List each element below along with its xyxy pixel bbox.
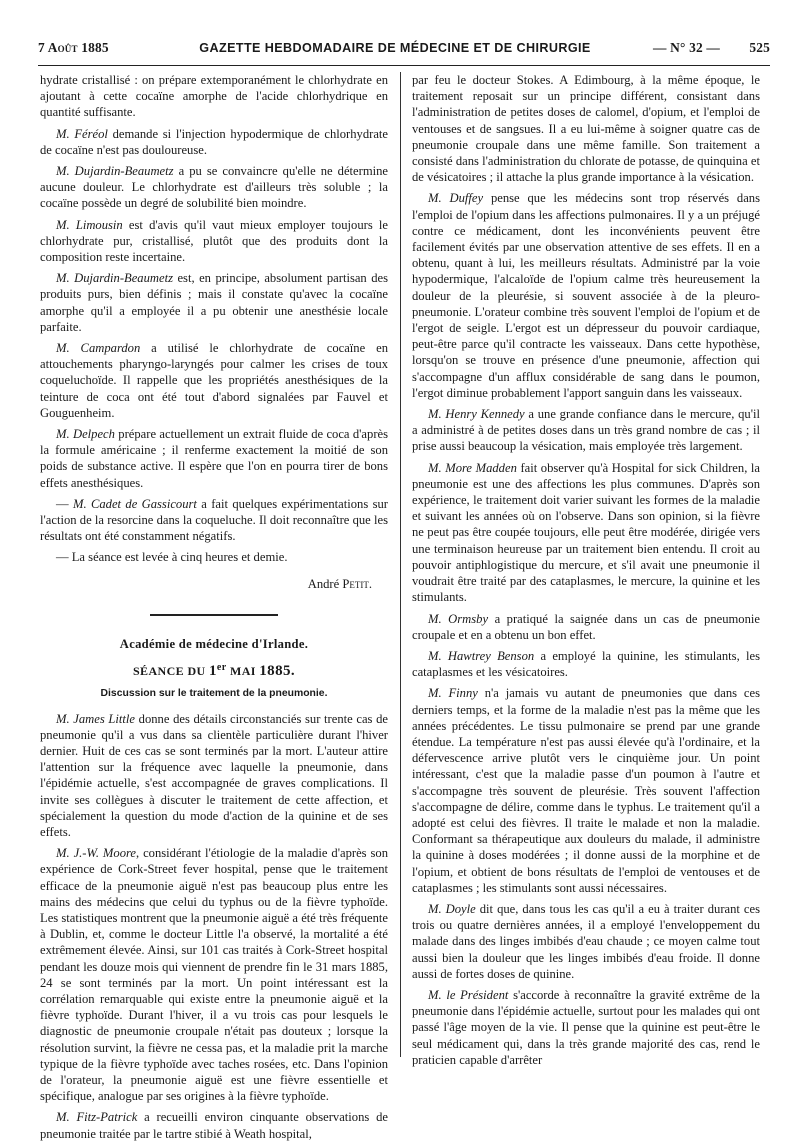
- session-date-sup: er: [216, 662, 227, 674]
- paragraph-text: a pu se convaincre qu'elle ne détermine aucune douleur. Le chlorhydrate est d'ailleurs très soluble ; la cocaïne possède un degré de solubilité bien moindre.: [40, 164, 388, 211]
- header-rule: [38, 65, 770, 66]
- speaker-name: M. Campardon: [56, 341, 141, 356]
- paragraph: [40, 711, 388, 841]
- paragraph: [412, 901, 760, 982]
- paragraph: [40, 270, 388, 335]
- speaker-name: M. Hawtrey Benson: [428, 648, 535, 663]
- paragraph-text: a employé la quinine, les stimulants, les cataplasmes et les vésicatoires.: [412, 648, 760, 680]
- paragraph: [412, 190, 760, 401]
- section-separator: [150, 614, 278, 616]
- speaker-name: M. Duffey: [428, 191, 484, 206]
- paragraph: [40, 426, 388, 491]
- right-column: [412, 72, 760, 1073]
- running-header: [38, 40, 770, 62]
- paragraph: — La séance est levée à cinq heures et demie.: [56, 550, 288, 565]
- paragraph-text: prépare actuellement un extrait fluide de coca d'après la formule américaine ; il renferme exactement la moitié de son poids de substance active. Il espère que l'on en pourra tirer de bons effets anesthésiques.: [40, 427, 389, 490]
- speaker-name: M. More Madden: [428, 460, 517, 475]
- page-number: 525: [749, 40, 770, 55]
- paragraph: [40, 1109, 388, 1141]
- paragraph-text: est, en principe, absolument partisan des produits purs, bien définis ; mais il constate qu'avec la cocaïne amorphe qu'il a employée il a pu obtenir une anesthésie locale parfaite.: [40, 271, 388, 334]
- paragraph: par feu le docteur Stokes. A Edimbourg, à la même époque, le traitement reposait sur un principe différent, consistant dans l'administration de petites doses de calomel, d'opium, et l'emploi de ventouses et de sangsues. Il a eu lui-même à soigner quatre cas de pneumonie croupale dans une même famille. Son traitement a consisté dans l'administration du chlorate de potasse, de quinquina et de vésicatoires ; il attache la plus grande importance à la vésication.: [412, 73, 760, 185]
- paragraph-text: est d'avis qu'il vaut mieux employer toujours le chlorhydrate pur, cristallisé, plutôt que des produits dont la composition reste incertaine.: [40, 217, 388, 265]
- session-date-day: 1: [209, 663, 217, 680]
- paragraph-text: a fait quelques expérimentations sur l'action de la resorcine dans la coqueluche. Il doit reconnaître que les résultats ont été constamment négatifs.: [40, 496, 388, 544]
- speaker-name: M. Limousin: [56, 217, 123, 232]
- paragraph-text: a pratiqué la saignée dans un cas de pneumonie croupale et en a obtenu un bon effet.: [412, 611, 760, 642]
- paragraph-text: , considérant l'étiologie de la maladie d'après son expérience de Cork-Street fever hospital, pense que le traitement efficace de la pneumonie aiguë n'est pas beaucoup plus entre les mains des médecins que celui du typhus ou de la fièvre typhoïde. Les statistiques montrent que la pneumonie aiguë a été très fréquente à Dublin, et, comme le docteur Little l'a observé, la mortalité a été extrêmement élevée. Ainsi, sur 101 cas traités à Cork-Street hospital pendant les douze mois qui viennent de prendre fin le 31 mars 1885, 24 se sont terminés par la mort. Un point intéressant est la corrélation remarquable qui existe entre la pneumonie aiguë et la fièvre typhoïde. Durant l'hiver, il a vu trois cas pour lesquels le diagnostic de pneumonie croupale n'était pas douteux ; lorsque la résolution survint, la fièvre ne cessa pas, et la maladie prit la marche typique de la fièvre typhoïde avec taches rosées, etc. Dans l'opinion de l'orateur, la pneumonie aiguë est une fièvre essentielle et spécifique, analogue par ses origines à la fièvre typhoïde.: [40, 846, 388, 1104]
- paragraph: hydrate cristallisé : on prépare extemporanément le chlorhydrate en ajoutant à cette cocaïne amorphe de l'acide chlorhydrique en quantité suffisante.: [40, 73, 388, 120]
- left-column: [40, 72, 388, 1147]
- paragraph: [412, 648, 760, 680]
- paragraph: [40, 845, 388, 1104]
- speaker-name: M. Finny: [428, 686, 478, 701]
- paragraph: [40, 217, 388, 266]
- speaker-name: M. James Little: [56, 711, 135, 726]
- paragraph: [40, 163, 388, 212]
- paragraph-text: a utilisé le chlorhydrate de cocaïne en attouchements pharyngo-laryngés pour calmer les crises de toux coqueluchoïde. Il rappelle que les propriétés anesthésiques de la teinture de coca ont été tout d'abord signalées par Fauvel et Gouguenheim.: [40, 341, 388, 420]
- paragraph: [40, 496, 388, 545]
- session-date-month: MAI: [226, 664, 260, 679]
- session-date-year: 1885.: [259, 663, 296, 680]
- paragraph: [40, 340, 388, 421]
- paragraph-text: pense que les médecins sont trop réservés dans l'emploi de l'opium dans les affections pulmonaires. Il y a un préjugé contre ce médicament, dont les inconvénients peuvent être facilement évités par une observation attentive de ses effets. Il en a obtenu, quant à lui, les meilleurs résultats. Administré par la voie hypodermique, l'alcaloïde de l'opium calme très heureusement la douleur de la pleurésie, si souvent associée à de la pleuro-pneumonie. L'orateur combine très souvent l'emploi de l'opium et de l'ergot de seigle. L'ergot est un dépresseur du pouvoir cardiaque, peut-être parce qu'il contracte les vaisseaux. Dans cette hypothèse, lorsqu'on se trouve en présence d'une pneumonie, affection qui s'accompagne d'un afflux considérable de sang dans le poumon, l'ergot diminue probablement l'apport sanguin dans les vaisseaux.: [412, 191, 761, 400]
- signature: [40, 576, 388, 592]
- paragraph-text: donne des détails circonstanciés sur trente cas de pneumonie qu'il a vus dans sa clientèle particulière durant l'hiver dernier. Huit de ces cas se sont terminés par la mort. L'auteur attire l'attention sur la fréquence avec laquelle la pneumonie, dans l'épidémie actuelle, s'est accompagnée de graves complications. Il invite ses collègues à discuter le traitement de cette affection, et spécialement la question du mode d'action de la quinine et de ses effets.: [40, 711, 388, 839]
- issue-date: 7 Août 1885: [38, 40, 109, 55]
- speaker-name: M. Henry Kennedy: [428, 407, 525, 422]
- paragraph-text: n'a jamais vu autant de pneumonies que dans ces derniers temps, et la forme de la maladie n'est pas la même que les années précédentes. Le tissu pulmonaire se prend par une grande étendue. La température n'est pas aussi élevée qu'à l'ordinaire, et la défervescence arrive plutôt vers le cinquième jour. Un point intéressant, c'est que la maladie passe d'un poumon à l'autre et s'accompagne très souvent de pleurésie. Très souvent l'affection s'accompagne de délire, comme dans le typhus. Le traitement qu'il a adopté est celui des fièvres. Il traite le malade et non la maladie. Conformant sa thérapeutique aux douleurs du malade, il administre la quinine à doses modérées ; il donne aussi de la morphine et de l'opium, et obtient de bons résultats de l'emploi de ventouses et de cataplasmes ; les stimulants sont aussi nécessaires.: [412, 686, 760, 895]
- paragraph: [412, 460, 760, 606]
- paragraph: [412, 406, 760, 455]
- journal-title: GAZETTE HEBDOMADAIRE DE MÉDECINE ET DE CHIRURGIE: [199, 41, 591, 55]
- speaker-name: M. Dujardin-Beaumetz: [56, 271, 173, 286]
- speaker-name: M. Dujardin-Beaumetz: [56, 164, 174, 179]
- paragraph: [412, 611, 760, 643]
- speaker-name: M. Ormsby: [428, 611, 489, 626]
- speaker-name: M. Fitz-Patrick: [56, 1110, 138, 1125]
- speaker-name: M. J.-W. Moore: [56, 846, 137, 861]
- speaker-name: M. Doyle: [428, 901, 476, 916]
- column-divider: [400, 72, 401, 1057]
- paragraph-text: demande si l'injection hypodermique de chlorhydrate de cocaïne n'est pas douloureuse.: [40, 126, 388, 157]
- paragraph: [40, 126, 388, 158]
- session-date: [40, 660, 388, 679]
- speaker-name: M. Féréol: [56, 126, 108, 141]
- session-date-a: SÉANCE DU: [132, 664, 209, 679]
- signature-first: André: [307, 576, 343, 591]
- paragraph-text: dit que, dans tous les cas qu'il a eu à traiter durant ces trois ou quatre dernières années, il a employé l'enveloppement du malade dans des linges imbibés d'eau chaude ; ce moyen calme tout aussi bien la douleur que les linges imbibés d'eau froide. Il donne aussi de fortes doses de quinine.: [412, 901, 760, 981]
- dash-prefix: —: [56, 496, 73, 511]
- paragraph: [412, 685, 760, 896]
- section-subtitle: Discussion sur le traitement de la pneumonie.: [100, 688, 328, 700]
- paragraph-text: s'accorde à reconnaître la gravité extrême de la pneumonie dans l'épidémie actuelle, surtout pour les malades qui ont passé l'âge moyen de la vie. Il pense que la quinine est peut-être le seul médicament qui, dans la très grande majorité des cas, rend le praticien capable d'arrêter: [412, 987, 760, 1067]
- issue-number: — N° 32 —: [652, 40, 720, 55]
- speaker-name: M. Cadet de Gassicourt: [72, 496, 197, 511]
- signature-last: Petit.: [342, 576, 372, 591]
- section-title: Académie de médecine d'Irlande.: [119, 636, 309, 651]
- speaker-name: M. Delpech: [56, 427, 115, 442]
- paragraph-text: a recueilli environ cinquante observations de pneumonie traitée par le tartre stibié à Weath hospital,: [40, 1110, 388, 1141]
- paragraph-text: a une grande confiance dans le mercure, qu'il a administré à de petites doses dans un très grand nombre de cas ; il prise aussi beaucoup la vésication, mais employée très largement.: [412, 407, 760, 454]
- speaker-name: M. le Président: [428, 987, 509, 1002]
- paragraph: [412, 987, 760, 1068]
- paragraph-text: fait observer qu'à Hospital for sick Children, la pneumonie est une des affections les plus communes. D'après son expérience, le traitement doit varier suivant les formes de la maladie et suivant les années où on l'observe. Dans son opinion, si la fièvre ne peut pas être coupée toujours, elle peut être modérée, dirigée vers une terminaison heureuse par un traitement bien entendu. Il croit au pouvoir antiphlogistique du mercure, et s'il avait une pneumonie il voudrait être traité par des cataplasmes, le mercure, la quinine et les stimulants.: [412, 460, 760, 605]
